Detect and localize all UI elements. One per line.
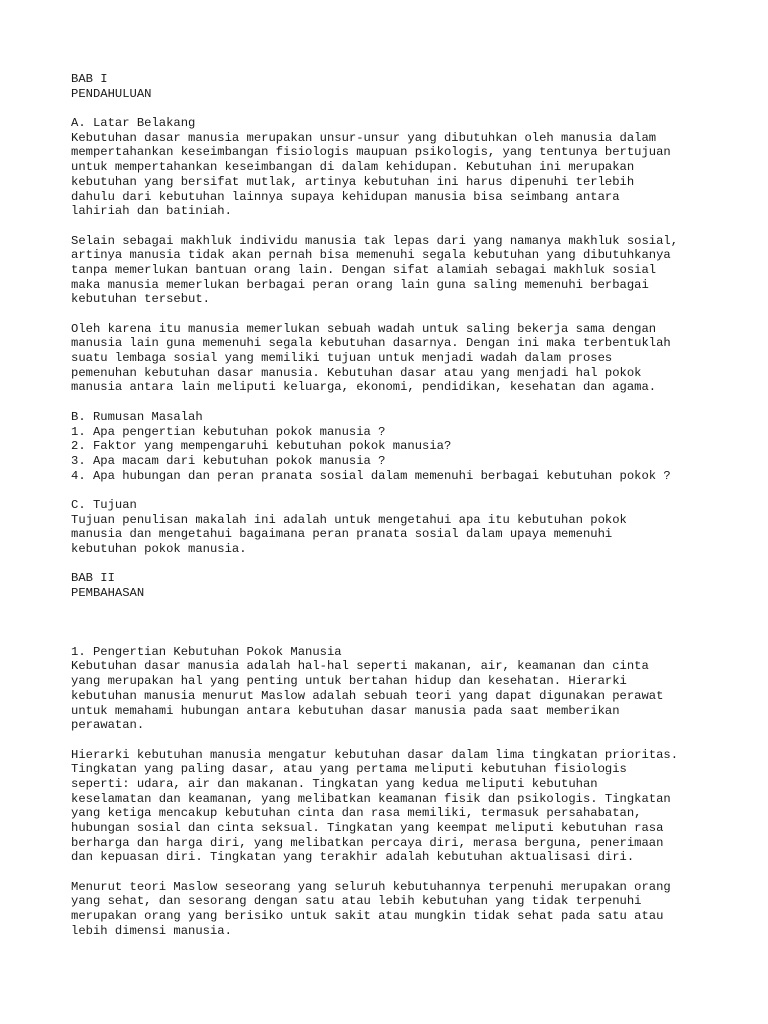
text-line: Selain sebagai makhluk individu manusia tak lepas dari yang namanya makhluk sosial, [71, 233, 679, 248]
paragraph-pengertian-3 [71, 880, 711, 939]
chapter-subtitle: PENDAHULUAN [71, 86, 152, 101]
text-line: Tujuan penulisan makalah ini adalah untuk mengetahui apa itu kebutuhan pokok [71, 512, 627, 527]
paragraph-tujuan [71, 513, 711, 557]
text-line: Hierarki kebutuhan manusia mengatur kebutuhan dasar dalam lima tingkatan prioritas. [71, 747, 679, 762]
text-line: untuk mempertahankan keseimbangan di dalam kehidupan. Kebutuhan ini merupakan [71, 160, 635, 175]
chapter-subtitle: PEMBAHASAN [71, 586, 145, 601]
text-line: hubungan sosial dan cinta seksual. Tingkatan yang keempat meliputi kebutuhan rasa [71, 821, 664, 835]
text-line: kebutuhan yang bersifat mutlak, artinya kebutuhan ini harus dipenuhi terlebih [71, 174, 635, 189]
list-item: 2. Faktor yang mempengaruhi kebutuhan pokok manusia? [71, 439, 452, 454]
paragraph-latar-3 [71, 322, 711, 395]
text-line: manusia antara lain meliputi keluarga, ekonomi, pendidikan, kesehatan dan agama. [71, 380, 657, 395]
text-line: lahiriah dan batiniah. [71, 204, 232, 219]
text-line: Menurut teori Maslow seseorang yang seluruh kebutuhannya terpenuhi merupakan orang [71, 879, 671, 894]
text-line: Tingkatan yang paling dasar, atau yang pertama meliputi kebutuhan fisiologis [71, 762, 627, 777]
text-line: suatu lembaga sosial yang memiliki tujuan untuk menjadi wadah dalam proses [71, 351, 613, 366]
list-item: 4. Apa hubungan dan peran pranata sosial dalam memenuhi berbagai kebutuhan pokok ? [71, 468, 671, 483]
paragraph-pengertian-2 [71, 748, 711, 866]
paragraph-latar-1 [71, 131, 711, 219]
text-line: kebutuhan manusia menurut Maslow adalah sebuah teori yang dapat digunakan perawat [71, 688, 664, 703]
text-line: berharga dan harga diri, yang melibatkan percaya diri, merasa berguna, penerimaan [71, 835, 664, 850]
text-line: yang merupakan hal yang penting untuk bertahan hidup dan kesehatan. Hierarki [71, 674, 627, 689]
text-line: dan kepuasan diri. Tingkatan yang terakhir adalah kebutuhan aktualisasi diri. [71, 850, 635, 865]
text-line: untuk memahami hubungan antara kebutuhan dasar manusia pada saat memberikan [71, 703, 620, 718]
text-line: manusia lain guna memenuhi segala kebutuhan dasarnya. Dengan ini maka terbentuklah [71, 336, 671, 351]
chapter-title: BAB II [71, 571, 115, 586]
text-line: Kebutuhan dasar manusia adalah hal-hal seperti makanan, air, keamanan dan cinta [71, 659, 649, 674]
text-line: pemenuhan kebutuhan dasar manusia. Kebutuhan dasar atau yang menjadi hal pokok [71, 365, 642, 380]
paragraph-pengertian-1 [71, 659, 711, 732]
section-heading-rumusan-masalah: B. Rumusan Masalah [71, 409, 203, 424]
text-line: yang sehat, dan sesorang dengan satu atau lebih kebutuhan yang tidak terpenuhi [71, 894, 642, 909]
paragraph-latar-2 [71, 234, 711, 307]
text-line: lebih dimensi manusia. [71, 923, 232, 938]
section-heading-tujuan: C. Tujuan [71, 497, 137, 512]
list-item: 1. Apa pengertian kebutuhan pokok manusia ? [71, 424, 386, 439]
document-body [71, 72, 711, 939]
text-line: mempertahankan keseimbangan fisiologis maupuan psikologis, yang tentunya bertujuan [71, 145, 671, 160]
text-line: maka manusia memerlukan berbagai peran orang lain guna saling memenuhi berbagai [71, 277, 649, 292]
text-line: manusia dan mengetahui bagaimana peran pranata sosial dalam upaya memenuhi [71, 527, 613, 542]
section-heading-latar-belakang: A. Latar Belakang [71, 116, 196, 131]
text-line: yang ketiga mencakup kebutuhan cinta dan rasa memiliki, termasuk persahabatan, [71, 806, 642, 821]
section-heading-pengertian: 1. Pengertian Kebutuhan Pokok Manusia [71, 644, 342, 659]
text-line: tanpa memerlukan bantuan orang lain. Dengan sifat alamiah sebagai makhluk sosial [71, 262, 657, 277]
text-line: seperti: udara, air dan makanan. Tingkatan yang kedua meliputi kebutuhan [71, 776, 598, 791]
text-line: keselamatan dan keamanan, yang melibatkan keamanan fisik dan psikologis. Tingkatan [71, 791, 671, 806]
text-line: kebutuhan tersebut. [71, 292, 210, 307]
text-line: dahulu dari kebutuhan lainnya supaya kehidupan manusia bisa seimbang antara [71, 189, 620, 204]
text-line: Kebutuhan dasar manusia merupakan unsur-unsur yang dibutuhkan oleh manusia dalam [71, 130, 657, 145]
text-line: artinya manusia tidak akan pernah bisa memenuhi segala kebutuhan yang dibutuhkanya [71, 248, 671, 263]
list-item: 3. Apa macam dari kebutuhan pokok manusia ? [71, 453, 386, 468]
numbered-list [71, 425, 711, 484]
text-line: perawatan. [71, 718, 145, 733]
text-line: merupakan orang yang berisiko untuk sakit atau mungkin tidak sehat pada satu atau [71, 909, 664, 924]
text-line: Oleh karena itu manusia memerlukan sebuah wadah untuk saling bekerja sama dengan [71, 321, 657, 336]
chapter-title: BAB I [71, 72, 108, 86]
text-line: kebutuhan pokok manusia. [71, 542, 247, 556]
